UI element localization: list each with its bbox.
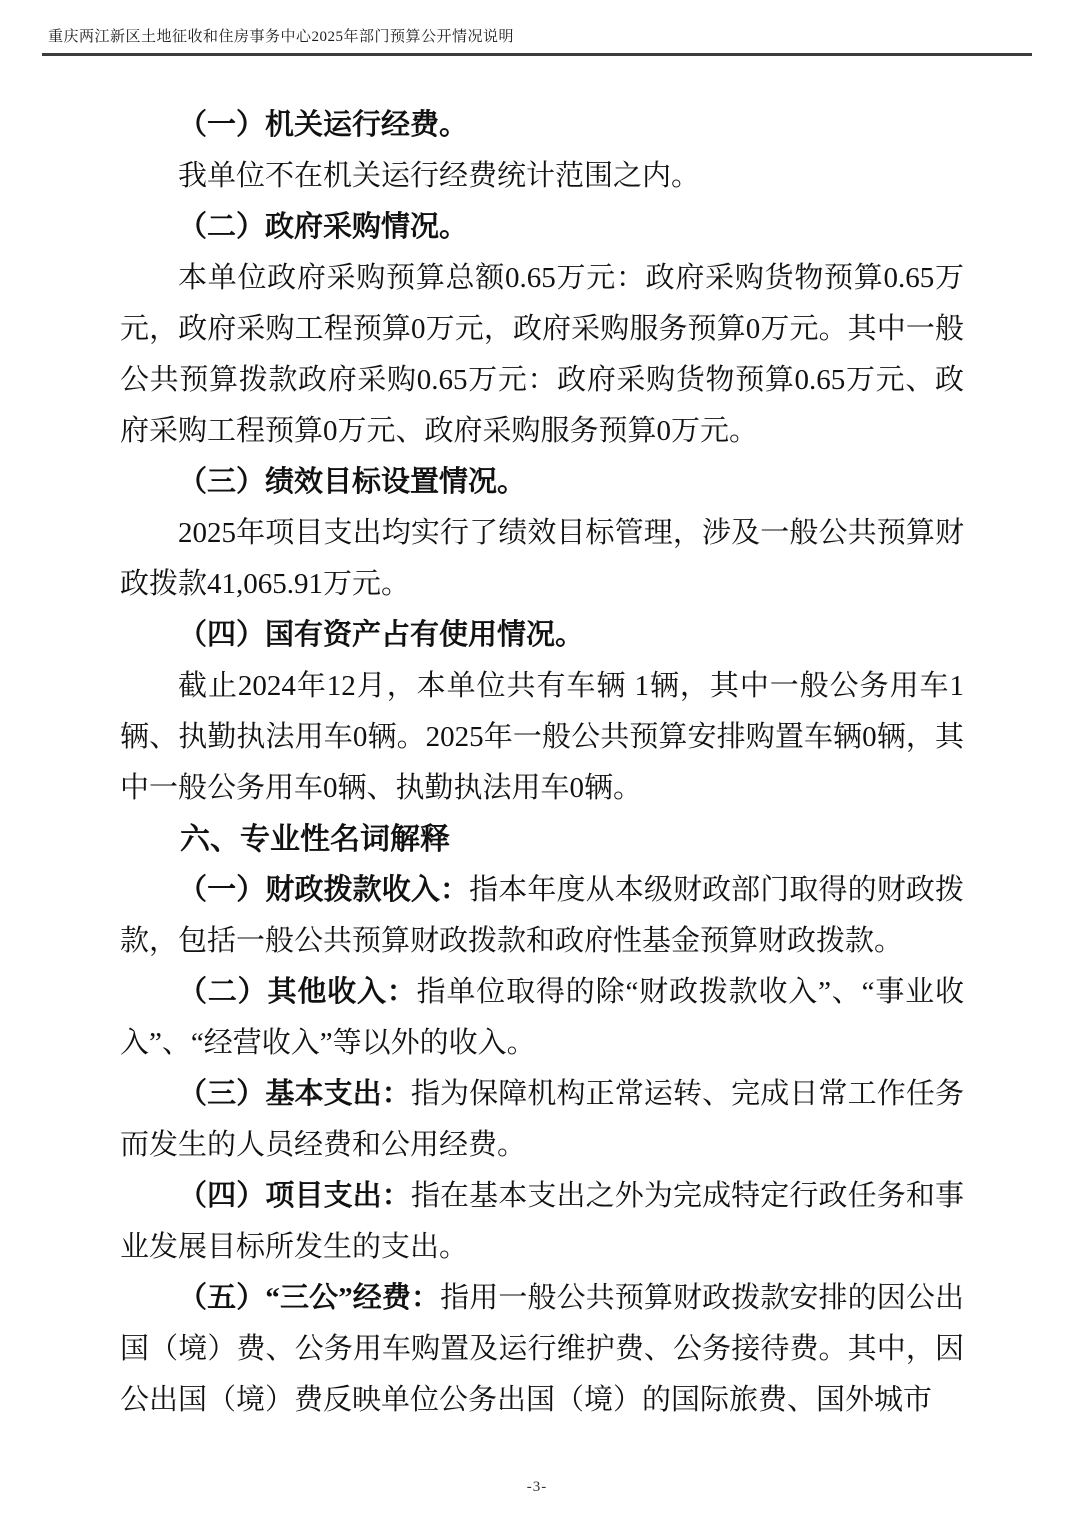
term-label: （一）财政拨款收入： (178, 874, 470, 906)
term-label: （五）“三公”经费： (178, 1282, 441, 1314)
term-definition (120, 967, 964, 1069)
section-subheading: （四）国有资产占有使用情况。 (178, 619, 585, 651)
term-text: 指用一般公共预算财政拨款安排的因公出国（境）费、公务用车购置及运行维护费、公务接待费。其中，因公出国（境）费反映单位公务出国（境）的国际旅费、国外城市 (120, 1282, 964, 1416)
term-definition (120, 865, 964, 967)
section-subheading: （三）绩效目标设置情况。 (178, 466, 527, 498)
term-text: 指本年度从本级财政部门取得的财政拨款，包括一般公共预算财政拨款和政府性基金预算财政拨款。 (120, 874, 964, 957)
page-number: -3- (526, 1479, 548, 1495)
paragraph: 截止2024年12月，本单位共有车辆 1辆，其中一般公务用车1辆、执勤执法用车0辆。2025年一般公共预算安排购置车辆0辆，其中一般公务用车0辆、执勤执法用车0辆。 (120, 670, 964, 804)
term-label: （三）基本支出： (178, 1078, 411, 1110)
term-label: （四）项目支出： (178, 1180, 411, 1212)
term-text: 指为保障机构正常运转、完成日常工作任务而发生的人员经费和公用经费。 (120, 1078, 964, 1161)
term-definition (120, 1171, 964, 1273)
page-header (42, 28, 1032, 56)
paragraph: 本单位政府采购预算总额0.65万元：政府采购货物预算0.65万元，政府采购工程预算0万元，政府采购服务预算0万元。其中一般公共预算拨款政府采购0.65万元：政府采购货物预算0.65万元、政府采购工程预算0万元、政府采购服务预算0万元。 (120, 262, 964, 447)
section-subheading: （一）机关运行经费。 (178, 109, 469, 141)
paragraph: 我单位不在机关运行经费统计范围之内。 (178, 160, 701, 192)
term-definition (120, 1069, 964, 1171)
paragraph: 2025年项目支出均实行了绩效目标管理，涉及一般公共预算财政拨款41,065.91万元。 (120, 517, 964, 600)
term-label: （二）其他收入： (178, 976, 417, 1008)
document-body (120, 100, 964, 1426)
term-text: 指在基本支出之外为完成特定行政任务和事业发展目标所发生的支出。 (120, 1180, 964, 1263)
section-heading: 六、专业性名词解释 (180, 823, 450, 856)
term-definition (120, 1273, 964, 1426)
page-footer (0, 1478, 1074, 1496)
section-subheading: （二）政府采购情况。 (178, 211, 469, 243)
term-text: 指单位取得的除“财政拨款收入”、“事业收入”、“经营收入”等以外的收入。 (120, 976, 964, 1059)
header-title: 重庆两江新区土地征收和住房事务中心2025年部门预算公开情况说明 (48, 29, 515, 45)
